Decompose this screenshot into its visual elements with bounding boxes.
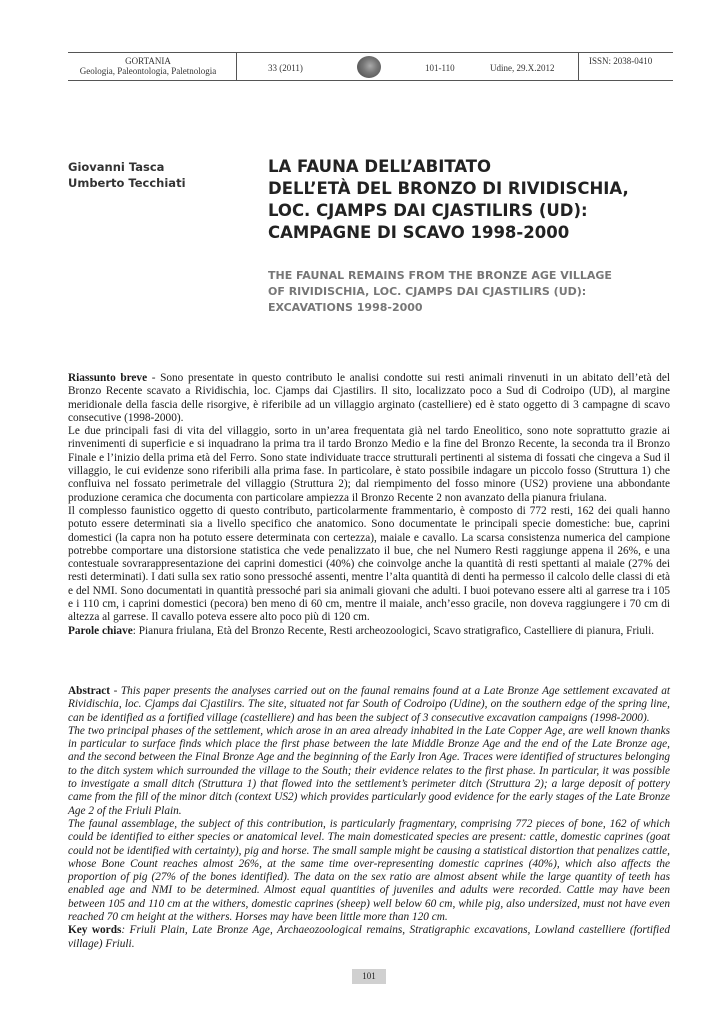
abstract-paragraph: The faunal assemblage, the subject of this contribution, is particularly fragmentary, comprising 772 pieces of bone, 162 of which could be identified to either species or anatomical level. The main domesticated species are present: cattle, domestic caprines (goat could not be identified with certainty), pig and horse. The small sample might be causing a statistical distortion that penalizes cattle, whose Bone Count reaches almost 26%, at the same time over-representing domestic caprines (40%), which also affects the proportion of pig (27% of the bones identified). The data on the sex ratio are almost absent while the large quantity of teeth has enabled age and NMI to be determined. Almost equal quantities of juveniles and adults were recorded. Cattle may have been between 105 and 110 cm at the withers, domestic caprines (sheep) well below 60 cm, while pig, also undersized, must not have even reached 70 cm height at the withers. Horses may have been little more than 120 cm. — [68, 817, 670, 924]
header-divider — [578, 52, 579, 80]
riassunto-paragraph: Le due principali fasi di vita del villaggio, sorto in un’area frequentata già nel tardo Eneolitico, sono note soprattutto grazie ai rinvenimenti di superficie e si inquadrano la prima tra il tardo Bronzo Medio e la fine del Bronzo Recente, la seconda tra il Bronzo Finale e l’inizio della prima età del Ferro. Sono state individuate tracce strutturali pertinenti al sistema di fossati che cingeva a Sud il villaggio, le cui evidenze sono riferibili alla prima fase. In particolare, è stato possibile indagare un piccolo fosso (Struttura 1) che confluiva nel fossato perimetrale del villaggio (Struttura 2); dal riempimento del fosso minore (US2) proviene una abbondante produzione ceramica che documenta con particolare ampiezza il Bronzo Recente 2 non avanzato della pianura friulana. — [68, 425, 670, 504]
abstract-text: - This paper presents the analyses carried out on the faunal remains found at a Late Bronze Age settlement excavated at Rividischia, loc. Cjamps dai Cjastilirs. The site, situated not far South of Codroipo (Udine), on the southern edge of the spring line, can be identified as a fortified village (castelliere) and has been the subject of 3 consecutive excavation campaigns (1998-2000). — [68, 685, 670, 724]
subtitle-line: THE FAUNAL REMAINS FROM THE BRONZE AGE VILLAGE — [268, 269, 612, 282]
header-divider — [236, 52, 237, 80]
keywords-text: : Friuli Plain, Late Bronze Age, Archaeozoological remains, Stratigraphic excavations, Lowland castelliere (fortified village) Friuli. — [68, 924, 670, 950]
article-title — [268, 156, 688, 244]
abstract-paragraph — [68, 685, 670, 725]
journal-volume: 33 (2011) — [268, 63, 303, 73]
riassunto-keywords — [68, 625, 670, 638]
riassunto-text: - Sono presentate in questo contributo le analisi condotte sui resti animali rinvenuti in un abitato dell’età del Bronzo Recente scavato a Rividischia, loc. Cjamps dai Cjastilirs. Il sito, localizzato poco a Sud di Codroipo (UD), al margine meridionale della fascia delle risorgive, è riferibile ad un villaggio arginato (castelliere) ed è stato oggetto di 3 campagne di scavo consecutive (1998-2000). — [68, 372, 670, 424]
abstract-heading: Abstract — [68, 685, 111, 697]
header-bottom-rule — [68, 80, 673, 81]
keywords-label: Parole chiave — [68, 624, 133, 637]
journal-block — [68, 56, 228, 76]
riassunto-section — [68, 372, 670, 638]
subtitle-line: OF RIVIDISCHIA, LOC. CJAMPS DAI CJASTILIRS (UD): — [268, 285, 587, 298]
issn: ISSN: 2038-0410 — [589, 56, 653, 66]
title-line: CAMPAGNE DI SCAVO 1998-2000 — [268, 223, 570, 242]
riassunto-heading: Riassunto breve — [68, 372, 148, 384]
english-title — [268, 268, 688, 316]
title-line: LOC. CJAMPS DAI CJASTILIRS (UD): — [268, 201, 588, 220]
author-name: Giovanni Tasca — [68, 160, 165, 174]
journal-logo-icon — [357, 56, 381, 78]
abstract-keywords — [68, 924, 670, 951]
abstract-paragraph: The two principal phases of the settlement, which arose in an area already inhabited in the Late Copper Age, are well known thanks in particular to surface finds which place the first phase between the late Middle Bronze Age and the end of the Late Bronze age, and the second between the Final Bronze Age and the beginning of the Early Iron Age. Traces were identified of structures belonging to the ditch system which surrounded the village to the South; their evidence relates to the first phase. In particular, it was possible to investigate a small ditch (Struttura 1) that flowed into the settlement’s perimeter ditch (Struttura 2); a large deposit of pottery came from the fill of the minor ditch (context US2) which provides particularly good evidence for the early stages of the Late Bronze Age 2 of the Friuli Plain. — [68, 724, 670, 817]
journal-header — [68, 50, 673, 86]
riassunto-paragraph — [68, 372, 670, 425]
page-number: 101 — [352, 969, 386, 984]
title-line: LA FAUNA DELL’ABITATO — [268, 157, 492, 176]
header-top-rule — [68, 52, 673, 53]
publication-date: Udine, 29.X.2012 — [490, 63, 555, 73]
keywords-label: Key words — [68, 924, 122, 937]
journal-name: GORTANIA — [125, 56, 171, 66]
abstract-section — [68, 685, 670, 951]
author-name: Umberto Tecchiati — [68, 176, 186, 190]
authors — [68, 159, 186, 191]
keywords-text: : Pianura friulana, Età del Bronzo Recente, Resti archeozoologici, Scavo stratigrafico, Castelliere di pianura, Friuli. — [132, 624, 655, 637]
title-line: DELL’ETÀ DEL BRONZO DI RIVIDISCHIA, — [268, 179, 629, 198]
journal-series: Geologia, Paleontologia, Paletnologia — [79, 66, 217, 76]
subtitle-line: EXCAVATIONS 1998-2000 — [268, 301, 423, 314]
article-pages: 101-110 — [425, 63, 455, 73]
riassunto-paragraph: Il complesso faunistico oggetto di questo contributo, particolarmente frammentario, è composto di 772 resti, 162 dei quali hanno potuto essere determinati sia a livello specifico che anatomico. Sono documentate le principali specie domestiche: bue, caprini domestici (la capra non ha potuto essere determinata con certezza), maiale e cavallo. La scarsa consistenza numerica del campione potrebbe comportare una distorsione statistica che vede penalizzato il bue, che nel Numero Resti raggiunge appena il 26%, e una contestuale sovrarappresentazione dei caprini domestici (40%) che coinvolge anche la quantità di resti spettanti al maiale (27% dei resti determinati). I dati sulla sex ratio sono pressoché assenti, mentre l’alta quantità di denti ha permesso il calcolo delle classi di età e del NMI. Sono documentati in quantità pressoché pari sia animali giovani che adulti. I buoi potevano essere alti al garrese tra i 105 e i 110 cm, i caprini domestici (pecora) ben meno di 60 cm, mentre il maiale, anch’esso gracile, non doveva raggiungere i 70 cm di altezza al garrese. Il cavallo poteva essere alto poco più di 120 cm. — [68, 504, 670, 624]
